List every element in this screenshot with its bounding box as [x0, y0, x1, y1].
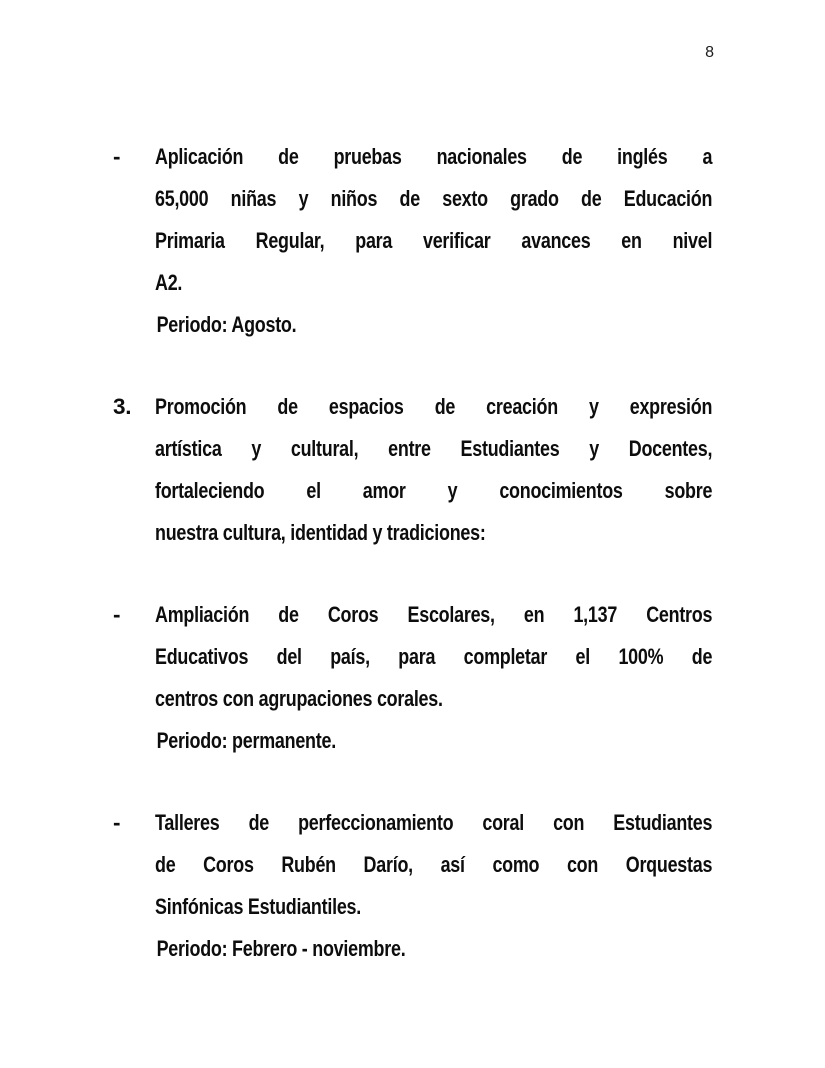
text-line: Educativos del país, para completar el 100% de: [155, 644, 713, 669]
text-line: centros con agrupaciones corales.: [155, 686, 443, 711]
item-body: [155, 594, 712, 762]
text-line: Talleres de perfeccionamiento coral con Estudiantes: [155, 810, 713, 835]
text-line: Primaria Regular, para verificar avances en nivel: [155, 228, 713, 253]
text-line: Sinfónicas Estudiantiles.: [155, 894, 362, 919]
item-body: [155, 386, 712, 554]
text-line: Ampliación de Coros Escolares, en 1,137 Centros: [155, 602, 713, 627]
period-line: Periodo: Agosto.: [156, 312, 297, 337]
page-number: 8: [705, 44, 714, 61]
text-line: Promoción de espacios de creación y expresión: [155, 394, 713, 419]
item-body: [155, 802, 712, 970]
period-line: Periodo: permanente.: [156, 728, 336, 753]
period-line: Periodo: Febrero - noviembre.: [156, 936, 406, 961]
text-line: nuestra cultura, identidad y tradiciones:: [155, 520, 486, 545]
list-marker-dash: -: [113, 602, 121, 627]
text-line: artística y cultural, entre Estudiantes y Docentes,: [155, 436, 713, 461]
text-line: A2.: [155, 270, 183, 295]
list-item-coros-escolares: [113, 594, 825, 762]
list-item-talleres-coral: [113, 802, 825, 970]
list-item-promocion-espacios: [113, 386, 825, 554]
text-line: de Coros Rubén Darío, así como con Orquestas: [155, 852, 713, 877]
document-content: [113, 136, 825, 1010]
text-line: fortaleciendo el amor y conocimientos sobre: [155, 478, 713, 503]
list-marker-dash: -: [113, 144, 121, 169]
item-body: [155, 136, 712, 346]
list-marker-number: 3.: [113, 394, 132, 419]
text-line: 65,000 niñas y niños de sexto grado de Educación: [155, 186, 713, 211]
list-item-pruebas-ingles: [113, 136, 825, 346]
text-line: Aplicación de pruebas nacionales de inglés a: [155, 144, 713, 169]
list-marker-dash: -: [113, 810, 121, 835]
